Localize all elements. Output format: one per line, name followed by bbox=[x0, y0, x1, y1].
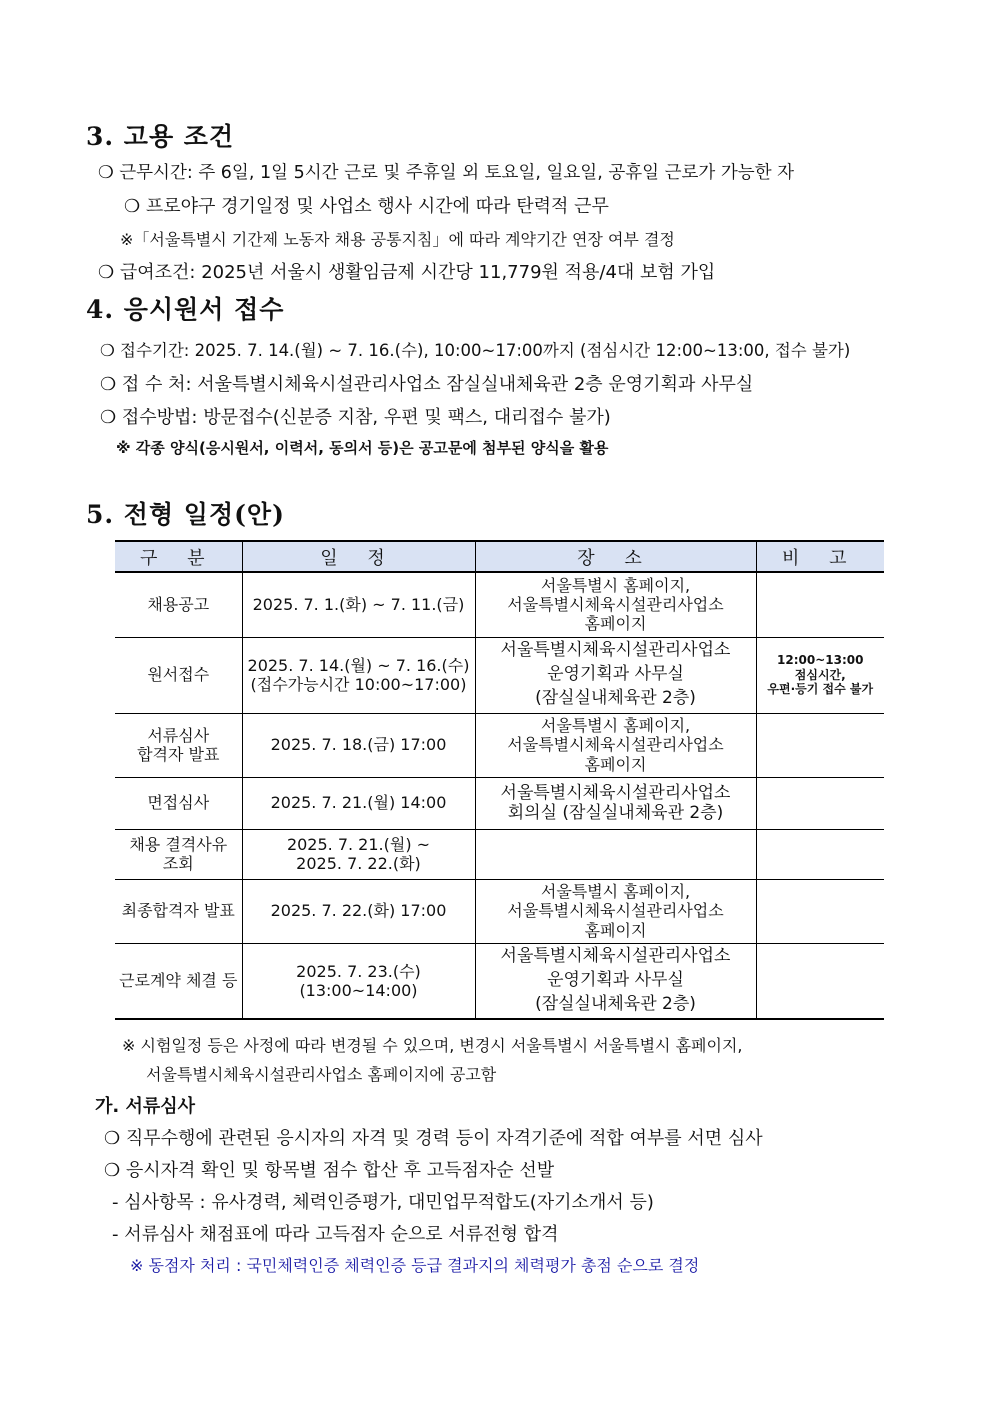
date-line: (접수가능시간 10:00~17:00) bbox=[250, 675, 467, 694]
row-category bbox=[115, 829, 242, 879]
row-date: 2025. 7. 22.(화) 17:00 bbox=[242, 879, 475, 943]
row-category: 근로계약 체결 등 bbox=[115, 943, 242, 1019]
section-3-title: 3. 고용 조건 bbox=[86, 122, 235, 151]
place-line: 서울특별시체육시설관리사업소 bbox=[500, 782, 731, 803]
header-category: 구 분 bbox=[115, 541, 242, 572]
table-row bbox=[115, 777, 884, 829]
category-line: 서류심사 bbox=[147, 725, 210, 745]
row-date bbox=[242, 829, 475, 879]
row-category: 최종합격자 발표 bbox=[115, 879, 242, 943]
row-place bbox=[475, 637, 756, 713]
row-place bbox=[475, 879, 756, 943]
row-date: 2025. 7. 1.(화) ~ 7. 11.(금) bbox=[242, 572, 475, 637]
date-line: 2025. 7. 14.(월) ~ 7. 16.(수) bbox=[247, 655, 470, 675]
date-line: 2025. 7. 22.(화) bbox=[296, 854, 421, 873]
table-row bbox=[115, 637, 884, 713]
place-line: 홈페이지 bbox=[584, 754, 647, 774]
category-line: 채용 결격사유 bbox=[129, 834, 228, 854]
place-line: 서울특별시체육시설관리사업소 bbox=[507, 901, 724, 921]
schedule-footnote-2: 서울특별시체육시설관리사업소 홈페이지에 공고함 bbox=[146, 1065, 497, 1084]
row-category: 원서접수 bbox=[115, 637, 242, 713]
review-items-line: - 심사항목 : 유사경력, 체력인증평가, 대민업무적합도(자기소개서 등) bbox=[112, 1192, 654, 1213]
row-date bbox=[242, 637, 475, 713]
table-row bbox=[115, 713, 884, 777]
document-review-title: 가. 서류심사 bbox=[95, 1096, 196, 1117]
section-5-title: 5. 전형 일정(안) bbox=[86, 500, 285, 529]
header-place: 장 소 bbox=[475, 541, 756, 572]
date-line: 2025. 7. 21.(월) ~ bbox=[286, 834, 431, 854]
work-hours-line: ❍ 근무시간: 주 6일, 1일 5시간 근로 및 주휴일 외 토요일, 일요일, 공휴일 근로가 가능한 자 bbox=[98, 163, 795, 183]
review-line-1: ❍ 직무수행에 관련된 응시자의 자격 및 경력 등이 자격기준에 적합 여부를 서면 심사 bbox=[104, 1128, 763, 1149]
place-line: 운영기획과 사무실 bbox=[547, 664, 684, 685]
note-line: 12:00~13:00 bbox=[777, 653, 864, 668]
row-note bbox=[756, 829, 884, 879]
row-note bbox=[756, 572, 884, 637]
place-line: 서울특별시체육시설관리사업소 bbox=[507, 595, 724, 615]
row-place bbox=[475, 713, 756, 777]
place-line: (잠실실내체육관 2층) bbox=[535, 993, 696, 1014]
application-place-line: ❍ 접 수 처: 서울특별시체육시설관리사업소 잠실실내체육관 2층 운영기획과 사무실 bbox=[100, 374, 754, 395]
header-note: 비 고 bbox=[756, 541, 884, 572]
place-line: 서울특별시 홈페이지, bbox=[540, 716, 691, 736]
place-line: 서울특별시 홈페이지, bbox=[540, 882, 691, 902]
note-line: 우편·등기 접수 불가 bbox=[767, 682, 874, 697]
category-line: 합격자 발표 bbox=[137, 745, 220, 764]
place-line: 서울특별시체육시설관리사업소 bbox=[500, 946, 731, 967]
row-category: 채용공고 bbox=[115, 572, 242, 637]
row-date bbox=[242, 943, 475, 1019]
schedule-table bbox=[115, 540, 884, 1020]
place-line: 서울특별시체육시설관리사업소 bbox=[500, 640, 731, 661]
application-period-line: ❍ 접수기간: 2025. 7. 14.(월) ~ 7. 16.(수), 10:00~17:00까지 (점심시간 12:00~13:00, 접수 불가) bbox=[100, 341, 851, 360]
row-date: 2025. 7. 18.(금) 17:00 bbox=[242, 713, 475, 777]
row-place bbox=[475, 829, 756, 879]
row-place bbox=[475, 572, 756, 637]
place-line: 회의실 (잠실실내체육관 2층) bbox=[507, 803, 724, 823]
tie-break-note: ※ 동점자 처리 : 국민체력인증 체력인증 등급 결과지의 체력평가 총점 순으로 결정 bbox=[130, 1256, 700, 1275]
row-place bbox=[475, 777, 756, 829]
table-row bbox=[115, 943, 884, 1019]
section-4-title: 4. 응시원서 접수 bbox=[86, 295, 285, 324]
salary-line: ❍ 급여조건: 2025년 서울시 생활임금제 시간당 11,779원 적용/4대 보험 가입 bbox=[98, 262, 716, 283]
row-date: 2025. 7. 21.(월) 14:00 bbox=[242, 777, 475, 829]
place-line: (잠실실내체육관 2층) bbox=[535, 687, 696, 708]
place-line: 서울특별시체육시설관리사업소 bbox=[507, 735, 724, 755]
note-line: 점심시간, bbox=[794, 667, 846, 682]
date-line: (13:00~14:00) bbox=[299, 980, 418, 1000]
row-note bbox=[756, 943, 884, 1019]
category-line: 조회 bbox=[162, 854, 194, 873]
table-header-row bbox=[115, 541, 884, 572]
place-line: 홈페이지 bbox=[584, 614, 647, 634]
forms-note: ※ 각종 양식(응시원서, 이력서, 동의서 등)은 공고문에 첨부된 양식을 활용 bbox=[116, 439, 609, 457]
date-line: 2025. 7. 23.(수) bbox=[296, 961, 421, 981]
application-method-line: ❍ 접수방법: 방문접수(신분증 지참, 우편 및 팩스, 대리접수 불가) bbox=[100, 407, 611, 428]
place-line: 홈페이지 bbox=[584, 920, 647, 940]
table-row bbox=[115, 572, 884, 637]
row-note bbox=[756, 879, 884, 943]
place-line: 운영기획과 사무실 bbox=[547, 969, 684, 990]
row-note bbox=[756, 713, 884, 777]
schedule-footnote-1: ※ 시험일정 등은 사정에 따라 변경될 수 있으며, 변경시 서울특별시 서울특별시 홈페이지, bbox=[122, 1036, 743, 1055]
row-category: 면접심사 bbox=[115, 777, 242, 829]
row-note bbox=[756, 777, 884, 829]
contract-extension-note: ※「서울특별시 기간제 노동자 채용 공통지침」에 따라 계약기간 연장 여부 결정 bbox=[120, 230, 675, 249]
review-line-2: ❍ 응시자격 확인 및 항목별 점수 합산 후 고득점자순 선발 bbox=[104, 1160, 555, 1181]
row-note bbox=[756, 637, 884, 713]
row-place bbox=[475, 943, 756, 1019]
table-row bbox=[115, 879, 884, 943]
review-pass-line: - 서류심사 채점표에 따라 고득점자 순으로 서류전형 합격 bbox=[112, 1224, 559, 1245]
flexible-work-line: ❍ 프로야구 경기일정 및 사업소 행사 시간에 따라 탄력적 근무 bbox=[124, 196, 609, 217]
row-category bbox=[115, 713, 242, 777]
table-row bbox=[115, 829, 884, 879]
place-line: 서울특별시 홈페이지, bbox=[540, 575, 691, 595]
header-date: 일 정 bbox=[242, 541, 475, 572]
